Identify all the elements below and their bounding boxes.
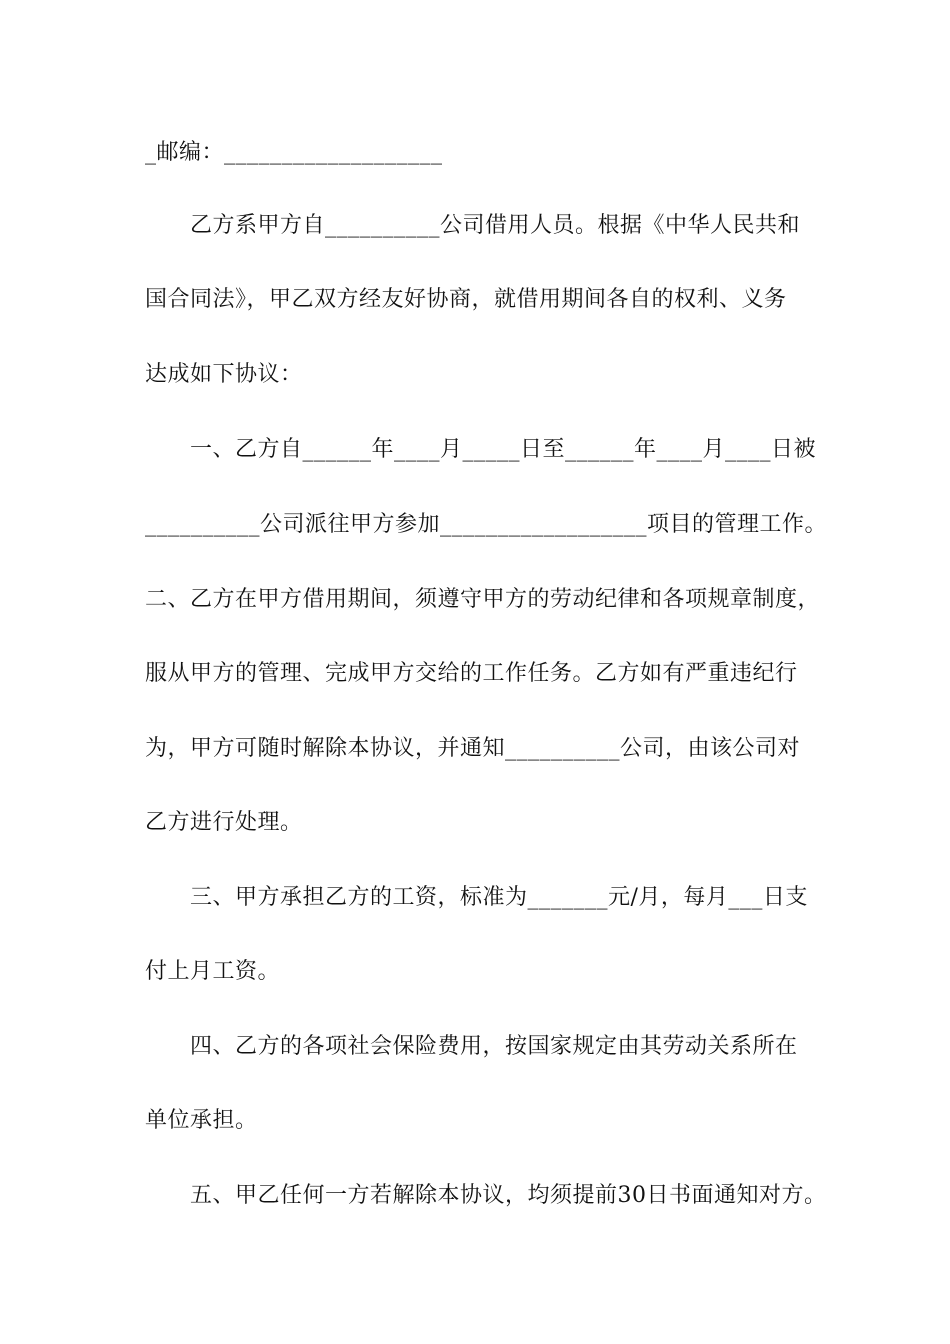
- clause-4-line-1: 四、乙方的各项社会保险费用，按国家规定由其劳动关系所在: [190, 1034, 798, 1059]
- clause-1-line-2: __________公司派往甲方参加__________________项目的管理工作。: [145, 512, 828, 537]
- clause-4-line-2: 单位承担。: [145, 1108, 258, 1133]
- clause-2-line-3: 为，甲方可随时解除本协议，并通知__________公司，由该公司对: [145, 736, 801, 761]
- clause-3-line-2: 付上月工资。: [145, 959, 281, 984]
- clause-1-line-1: 一、乙方自______年____月_____日至______年____月____日被: [190, 437, 817, 462]
- intro-paragraph-line-1: 乙方系甲方自__________公司借用人员。根据《中华人民共和: [190, 213, 801, 238]
- postal-code-line: _邮编：___________________: [145, 140, 443, 165]
- intro-paragraph-line-2: 国合同法》，甲乙双方经友好协商，就借用期间各自的权利、义务: [145, 287, 787, 312]
- clause-3-line-1: 三、甲方承担乙方的工资，标准为_______元/月，每月___日支: [190, 885, 808, 910]
- clause-2-line-2: 服从甲方的管理、完成甲方交给的工作任务。乙方如有严重违纪行: [145, 661, 798, 686]
- intro-paragraph-line-3: 达成如下协议：: [145, 362, 303, 387]
- clause-2-line-4: 乙方进行处理。: [145, 810, 303, 835]
- clause-2-line-1: 二、乙方在甲方借用期间，须遵守甲方的劳动纪律和各项规章制度，: [145, 587, 821, 612]
- clause-5-line-1: 五、甲乙任何一方若解除本协议，均须提前30日书面通知对方。: [190, 1183, 827, 1208]
